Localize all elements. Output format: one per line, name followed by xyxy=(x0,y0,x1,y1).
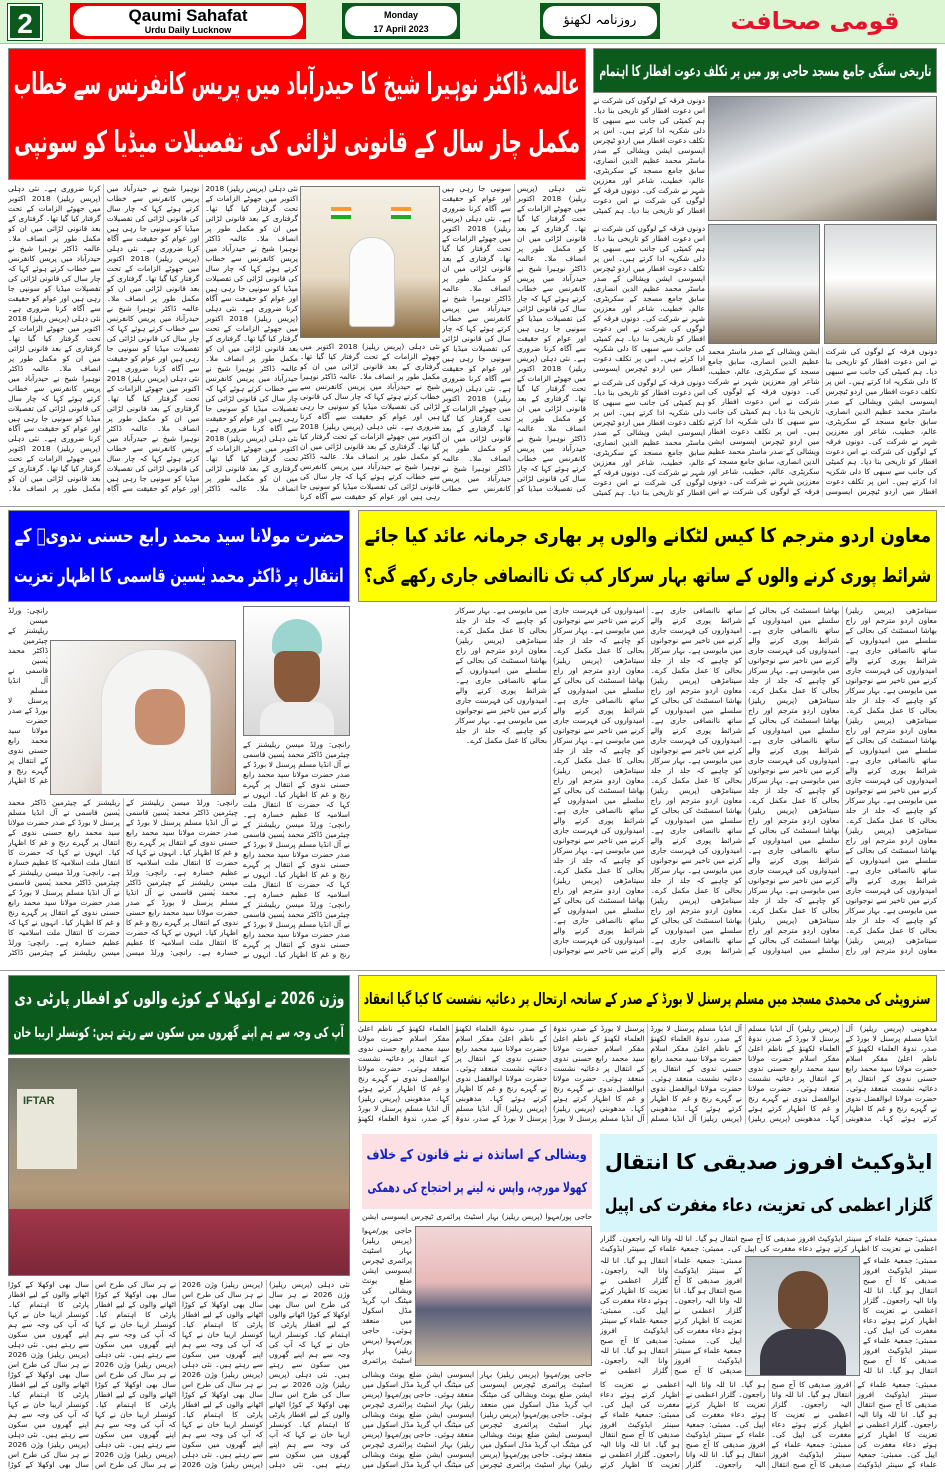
headline-nowhera xyxy=(8,48,586,180)
headline-iftar-hajipur xyxy=(593,48,937,93)
article-body: دونوں فرقہ کے لوگوں کی شرکت نے اس دعوت افطار کو تاریخی بنا دیا۔ ہم کمیٹی کی جانب سے سبھی کا دلی شکریہ ادا کرتے ہیں۔ اس پر تکلف دعوت افطار میں اردو ٹیچرس ایسوسی ایشن ویشالی کے صدر ماسٹر محمد عظیم الدین انصاری، سابق جامع مسجد کے سکریٹری، عالم، خطیب، شاعر اور معززین شہر نے شرکت کی۔ دونوں فرقہ کے لوگوں کی شرکت نے اس دعوت افطار کو تاریخی بنا دیا۔ ہم کمیٹی کی جانب سے سبھی کا دلی شکریہ ادا کرتے ہیں۔ اس پر تکلف دعوت افطار میں اردو ٹیچرس ایسوسی xyxy=(593,224,705,373)
headline-line1: معاون اردو مترجم کا کیس لٹکانے والوں پر بھاری جرمانہ عائد کیا جائے xyxy=(364,524,931,547)
brand-name: Qaumi Sahafat xyxy=(128,6,248,25)
article-body: نئی دہلی (پریس ریلیز) 2018 اکتوبر میں جھوٹے الزامات کے تحت گرفتار کیا گیا تھا۔ گرفتاری کے بعد قانونی لڑائی میں ان کو مکمل طور پر انصاف ملا۔ عالمہ ڈاکٹر نوہیرا شیخ نے حیدرآباد میں پریس کانفرنس سے خطاب کرتے ہوئے کہا کہ چار سال کی قانونی لڑائی کی تفصیلات میڈیا کو سونپی جا رہی ہیں اور عوام کو حقیقت سے آگاہ کرنا ضروری ہے۔ نئی دہلی (پریس ریلیز) 2018 اکتوبر میں جھوٹے الزامات کے تحت گرفتار کیا گیا تھا۔ گرفتاری کے بعد قانونی لڑائی میں ان کو مکمل طور پر انصاف ملا۔ عالمہ ڈاکٹر نوہیرا شیخ نے حیدرآباد میں پریس کانفرنس سے خطاب کرتے ہوئے کہا کہ چار سال کی قانونی لڑائی کی تفصیلات میڈیا کو سونپی جا رہی ہیں اور عوام کو حقیقت سے آگاہ کرنا xyxy=(300,342,440,501)
article-body: حاجی پور/مہوا (پریس ریلیز) بہار اسٹیٹ پرائمری ٹیچرس ایسوسی ایشن ضلع یونٹ ویشالی کی میٹنگ اپ گریڈ مڈل اسکول میں منعقد ہوئی۔ حاجی پور/مہوا (پریس ریلیز) بہار اسٹیٹ پرائمری ٹیچرس ایسوسی ایشن ضلع یونٹ ویشالی کی میٹنگ اپ گریڈ مڈل اسکول میں منعقد ہوئی۔ حاجی پور/مہوا (پریس ریلیز) بہار اسٹیٹ پرائمری ٹیچرس ایسوسی ایشن ضلع یونٹ ویشالی کی میٹنگ اپ گریڈ مڈل اسکول میں منعقد ہوئی۔ حاجی پور/مہوا (پریس ریلیز) بہار اسٹیٹ پرائمری ٹیچرس ایسوسی ایشن ضلع یونٹ ویشالی کی میٹنگ اپ گریڈ مڈل اسکول میں منعقد ہوئی۔ حاجی پور/مہوا (پریس ریلیز) بہار اسٹیٹ پرائمری ٹیچرس ایسوسی ایشن ضلع یونٹ ویشالی کی میٹنگ اپ گریڈ مڈل اسکول میں xyxy=(362,1370,592,1469)
headline-line1: ایڈوکیٹ افروز صدیقی کا انتقال xyxy=(604,1150,933,1175)
headline-line1: ویشالی کے اساتذہ نے نئے قانون کے خلاف xyxy=(366,1147,588,1163)
article-body: نئی دہلی (پریس ریلیز) 2018 اکتوبر میں جھوٹے الزامات کے تحت گرفتار کیا گیا تھا۔ گرفتاری کے بعد قانونی لڑائی میں ان کو مکمل طور پر انصاف ملا۔ عالمہ ڈاکٹر نوہیرا شیخ نے حیدرآباد میں پریس کانفرنس سے خطاب کرتے ہوئے کہا کہ چار سال کی قانونی لڑائی کی تفصیلات میڈیا کو سونپی جا رہی ہیں اور عوام کو حقیقت سے آگاہ کرنا ضروری ہے۔ نئی دہلی (پریس ریلیز) 2018 اکتوبر میں جھوٹے الزامات کے تحت گرفتار کیا گیا تھا۔ گرفتاری کے بعد قانونی لڑائی میں ان کو مکمل طور پر انصاف ملا۔ عالمہ ڈاکٹر نوہیرا شیخ نے حیدرآباد میں پریس کانفرنس سے خطاب کرتے ہوئے کہا کہ چار سال کی قانونی لڑائی کی تفصیلات میڈیا کو سونپی جا رہی ہیں اور عوام کو حقیقت سے آگاہ کرنا ضروری ہے۔ نئی دہلی (پریس ریلیز) 2018 اکتوبر میں جھوٹے الزامات کے تحت گرفتار کیا گیا تھا۔ گرفتاری کے بعد قانونی لڑائی میں ان کو مکمل طور پر انصاف ملا۔ عالمہ ڈاکٹر نوہیرا شیخ نے حیدرآباد میں پریس کانفرنس سے خطاب کرتے ہوئے کہا کہ چار سال کی قانونی لڑائی کی تفصیلات میڈیا کو سونپی جا رہی ہیں اور عوام کو حقیقت سے آگاہ کرنا ضروری ہے۔ نئی دہلی (پریس ریلیز) 2018 اکتوبر میں جھوٹے الزامات کے تحت گرفتار کیا گیا تھا۔ گرفتاری کے بعد قانونی لڑائی میں ان کو مکمل طور پر انصاف ملا۔ عالمہ ڈاکٹر نوہیرا شیخ نے حیدرآباد میں پریس کانفرنس سے خطاب کرتے ہوئے کہا کہ چار سال کی قانونی لڑائی کی تفصیلات میڈیا کو سونپی جا رہی ہیں اور عوام کو حقیقت سے آگاہ کرنا ضروری ہے۔ نئی دہلی (پریس ریلیز) 2018 اکتوبر میں جھوٹے الزامات کے تحت گرفتار کیا گیا تھا۔ گرفتاری کے بعد قانونی لڑائی میں ان کو مکمل طور پر انصاف ملا۔ عالمہ ڈاکٹر نوہیرا شیخ نے حیدرآباد میں پریس کانفرنس سے خطاب کرتے ہوئے کہا کہ چار سال کی قانونی لڑائی کی تفصیلات میڈیا کو سونپی جا رہی ہیں اور عوام کو حقیقت سے آگاہ کرنا ضروری ہے۔ نئی دہلی (پریس ریلیز) 2018 اکتوبر میں جھوٹے الزامات کے تحت گرفتار کیا گیا تھا۔ گرفتاری کے بعد قانونی لڑائی میں ان کو مکمل طور پر انصاف ملا۔ عالمہ ڈاکٹر نوہیرا شیخ نے حیدرآباد میں پریس کانفرنس سے خطاب کرتے ہوئے کہا کہ چار سال کی قانونی لڑائی کی تفصیلات میڈیا کو سونپی جا رہی ہیں اور عوام کو حقیقت سے آگاہ کرنا ضروری ہے۔ نئی دہلی (پریس ریلیز) 2018 اکتوبر میں جھوٹے الزامات کے تحت گرفتار کیا گیا تھا۔ گرفتاری کے بعد قانونی لڑائی میں ان کو مکمل طور پر انصاف ملا۔ عالمہ ڈاکٹر نوہیرا شیخ نے حیدرآباد میں پریس کانفرنس سے خطاب کرتے ہوئے کہا کہ چار سال کی قانونی لڑائی کی تفصیلات میڈیا کو سونپی جا رہی ہیں اور عوام کو حقیقت سے آگاہ کرنا ضروری ہے۔ نئی دہلی (پریس ریلیز) 2018 اکتوبر میں جھوٹے الزامات کے تحت گرفتار کیا گیا تھا۔ گرفتاری کے بعد قانونی لڑائی میں ان کو مکمل طور پر انصاف ملا۔ xyxy=(8,184,298,493)
photo-maulana-rabey-hasani xyxy=(50,640,236,795)
page-number: 2 xyxy=(8,4,42,40)
masthead xyxy=(0,0,945,44)
photo-afroz-siddiqui xyxy=(745,1256,860,1376)
divider xyxy=(0,506,945,507)
roznama-box xyxy=(540,3,660,39)
headline-line2: گلزار اعظمی کی تعزیت، دعاء مغفرت کی اپیل xyxy=(604,1194,933,1216)
photo-iftar-party-okhla xyxy=(8,1058,350,1276)
roznama-label: روزنامہ لکھنؤ xyxy=(543,6,657,36)
headline-urdu-translator xyxy=(358,510,937,602)
headline-rabey-condolence xyxy=(8,510,350,602)
headline-line2: شرائط پوری کرنے والوں کے ساتھ بہار سرکار کب تک ناانصافی جاری رکھے گی؟ xyxy=(363,564,932,587)
headline-vision-2026 xyxy=(8,975,350,1055)
date: 17 April 2023 xyxy=(373,24,429,34)
headline-afroz-siddiqui xyxy=(600,1134,937,1232)
headline-line2: آپ کی وجہ سے ہم اپنے گھروں میں سکون سے رہتے ہیں: کونسلر اریبا خان xyxy=(13,1025,345,1042)
article-body: رانچی: ورلڈ میسن ریلیشنز کے چیئرمین ڈاکٹر محمد یٰسین قاسمی نے آل انڈیا مسلم پرسنل لا بورڈ کے صدر حضرت مولانا سید محمد رابع حسنی ندوی کے انتقال پر گہرے رنج و غم کا اظہار کیا۔ انہوں نے کہا کہ حضرت کا انتقال ملت اسلامیہ کا عظیم خسارہ ہے۔ رانچی: ورلڈ میسن ریلیشنز کے چیئرمین ڈاکٹر محمد یٰسین قاسمی نے آل انڈیا مسلم پرسنل لا بورڈ کے صدر حضرت مولانا سید محمد رابع حسنی ندوی کے انتقال پر گہرے رنج و غم کا اظہار کیا۔ انہوں نے کہا کہ حضرت کا انتقال ملت اسلامیہ کا عظیم خسارہ ہے۔ رانچی: ورلڈ میسن ریلیشنز کے چیئرمین ڈاکٹر محمد یٰسین قاسمی نے آل انڈیا مسلم پرسنل لا بورڈ کے صدر حضرت مولانا سید محمد رابع حسنی ندوی کے انتقال پر گہرے رنج و غم کا اظہار کیا۔ انہوں نے کہا کہ حضرت کا انتقال ملت اسلامیہ کا عظیم خسارہ ہے۔ رانچی: ورلڈ میسن ریلیشنز کے چیئرمین ڈاکٹر محمد یٰسین قاسمی نے آل انڈیا مسلم پرسنل لا بورڈ کے صدر حضرت مولانا سید محمد رابع حسنی ندوی کے انتقال پر گہرے رنج و غم کا اظہار کیا۔ انہوں نے کہا کہ حضرت کا انتقال ملت اسلامیہ کا عظیم خسارہ ہے۔ رانچی: ورلڈ میسن ریلیشنز کے چیئرمین ڈاکٹر xyxy=(8,798,238,957)
article-body: ممبئی: جمعیۃ علماء کے سینئر ایڈوکیٹ افروز صدیقی کا آج صبح انتقال ہو گیا۔ انا للہ وانا الیہ راجعون۔ گلزار اعظمی نے تعزیت کا اظہار کرتے ہوئے دعاء مغفرت کی اپیل کی۔ ممبئی: جمعیۃ علماء کے سینئر ایڈوکیٹ xyxy=(600,1234,937,1253)
headline-vaishali-teachers xyxy=(362,1134,592,1209)
headline-line2: مکمل چار سال کے قانونی لڑائی کی تفصیلات میڈیا کو سونپی xyxy=(14,125,580,160)
article-body: نئی دہلی (پریس ریلیز) 2018 اکتوبر میں جھوٹے الزامات کے تحت گرفتار کیا گیا تھا۔ گرفتاری کے بعد قانونی لڑائی میں ان کو مکمل طور پر انصاف ملا۔ عالمہ ڈاکٹر نوہیرا شیخ نے حیدرآباد میں پریس کانفرنس سے خطاب کرتے ہوئے کہا کہ چار سال کی قانونی لڑائی کی تفصیلات میڈیا کو سونپی جا رہی ہیں اور عوام کو حقیقت سے آگاہ کرنا ضروری ہے۔ نئی دہلی (پریس ریلیز) 2018 اکتوبر میں جھوٹے الزامات کے تحت گرفتار کیا گیا تھا۔ گرفتاری کے بعد قانونی لڑائی میں ان کو مکمل طور پر انصاف ملا۔ عالمہ ڈاکٹر نوہیرا شیخ نے حیدرآباد میں پریس کانفرنس سے خطاب کرتے ہوئے کہا کہ چار سال کی قانونی لڑائی کی تفصیلات میڈیا کو سونپی جا رہی ہیں اور عوام کو حقیقت سے آگاہ کرنا ضروری ہے۔ نئی دہلی (پریس ریلیز) 2018 اکتوبر میں جھوٹے الزامات کے تحت گرفتار کیا گیا تھا۔ گرفتاری کے بعد قانونی لڑائی میں ان کو مکمل طور پر انصاف ملا۔ عالمہ ڈاکٹر نوہیرا شیخ نے حیدرآباد میں پریس کانفرنس سے خطاب کرتے ہوئے کہا کہ چار سال کی قانونی لڑائی کی تفصیلات میڈیا کو سونپی جا رہی ہیں اور عوام کو حقیقت سے آگاہ کرنا ضروری ہے۔ نئی دہلی (پریس ریلیز) 2018 اکتوبر میں جھوٹے الزامات کے تحت گرفتار کیا گیا تھا۔ گرفتاری کے بعد قانونی لڑائی میں ان کو مکمل طور پر انصاف ملا۔ عالمہ ڈاکٹر نوہیرا شیخ نے حیدرآباد میں پریس کانفرنس سے خطاب xyxy=(442,184,586,493)
day: Monday xyxy=(383,10,418,20)
headline-line1: حضرت مولانا سید محمد رابع حسنی ندویؒ کے xyxy=(14,525,344,547)
headline-text: ستروپٹی کی محمدی مسجد میں مسلم پرسنل لا بورڈ کے صدر کے سانحہ ارتحال پر دعائیہ نشست کا کیا گیا انعقاد xyxy=(364,989,931,1008)
photo-iftar-3 xyxy=(824,224,937,344)
article-body: رانچی: ورلڈ میسن ریلیشنز کے چیئرمین ڈاکٹر محمد یٰسین قاسمی نے آل انڈیا مسلم پرسنل لا بورڈ کے صدر حضرت مولانا سید محمد رابع حسنی ندوی کے انتقال پر گہرے رنج و غم کا اظہار xyxy=(8,606,48,785)
headline-line2: کھولا مورچہ، واپس نہ لینے پر احتجاج کی دھمکی xyxy=(367,1180,587,1196)
photo-iftar-2 xyxy=(708,224,820,344)
article-body: حاجی پور/مہوا (پریس ریلیز) بہار اسٹیٹ پرائمری ٹیچرس ایسوسی ایشن xyxy=(362,1212,592,1221)
article-body: مدھوبنی (پریس ریلیز) آل انڈیا مسلم پرسنل لا بورڈ کے صدر، ندوۃ العلماء لکھنؤ کے ناظم اعلیٰ مفکر اسلام حضرت مولانا سید محمد رابع حسنی ندوی کے انتقال پر دعائیہ نشست منعقد ہوئی۔ حضرت مولانا ابوالفضل ندوی نے گہرے رنج و غم کا اظہار کرتے ہوئے کہا۔ مدھوبنی (پریس ریلیز) آل انڈیا مسلم پرسنل لا بورڈ کے صدر، ندوۃ العلماء لکھنؤ کے ناظم اعلیٰ مفکر اسلام حضرت مولانا سید محمد رابع حسنی ندوی کے انتقال پر دعائیہ نشست منعقد ہوئی۔ حضرت مولانا ابوالفضل ندوی نے گہرے رنج و غم کا اظہار کرتے ہوئے کہا۔ مدھوبنی (پریس ریلیز) آل انڈیا مسلم پرسنل لا بورڈ کے صدر، ندوۃ العلماء لکھنؤ کے ناظم اعلیٰ مفکر اسلام حضرت مولانا سید محمد رابع حسنی ندوی کے انتقال پر دعائیہ نشست منعقد ہوئی۔ حضرت مولانا ابوالفضل ندوی نے گہرے رنج و غم کا اظہار کرتے ہوئے کہا۔ مدھوبنی (پریس ریلیز) آل انڈیا مسلم پرسنل لا بورڈ کے صدر، ندوۃ العلماء لکھنؤ کے ناظم اعلیٰ مفکر اسلام حضرت مولانا سید محمد رابع حسنی ندوی کے انتقال پر دعائیہ نشست منعقد ہوئی۔ حضرت مولانا ابوالفضل ندوی نے گہرے رنج و غم کا اظہار کرتے ہوئے کہا۔ مدھوبنی (پریس ریلیز) آل انڈیا مسلم پرسنل لا بورڈ کے صدر، ندوۃ العلماء لکھنؤ کے ناظم اعلیٰ مفکر اسلام حضرت مولانا سید محمد رابع حسنی ندوی کے انتقال پر دعائیہ نشست منعقد ہوئی۔ حضرت مولانا ابوالفضل ندوی نے گہرے رنج و غم کا اظہار کرتے ہوئے کہا۔ مدھوبنی (پریس ریلیز) آل انڈیا مسلم پرسنل لا بورڈ کے صدر، ندوۃ العلماء لکھنؤ کے ناظم اعلیٰ مفکر اسلام حضرت مولانا سید محمد رابع حسنی ندوی کے انتقال پر دعائیہ نشست منعقد ہوئی۔ حضرت مولانا ابوالفضل ندوی نے گہرے رنج و غم کا اظہار کرتے ہوئے کہا۔ مدھوبنی (پریس ریلیز) آل انڈیا مسلم پرسنل لا بورڈ کے صدر، ندوۃ العلماء لکھنؤ xyxy=(358,1024,937,1123)
article-body: رانچی: ورلڈ میسن ریلیشنز کے چیئرمین ڈاکٹر محمد یٰسین قاسمی نے آل انڈیا مسلم پرسنل لا بورڈ کے صدر حضرت مولانا سید محمد رابع حسنی ندوی کے انتقال پر گہرے رنج و غم کا اظہار کیا۔ انہوں نے کہا کہ حضرت کا انتقال ملت اسلامیہ کا عظیم خسارہ ہے۔ رانچی: ورلڈ میسن ریلیشنز کے چیئرمین ڈاکٹر محمد یٰسین قاسمی نے آل انڈیا مسلم پرسنل لا بورڈ کے صدر حضرت مولانا سید محمد رابع حسنی ندوی کے انتقال پر گہرے رنج و غم کا اظہار کیا۔ انہوں نے کہا کہ حضرت کا انتقال ملت اسلامیہ کا عظیم خسارہ ہے۔ رانچی: ورلڈ میسن ریلیشنز کے چیئرمین ڈاکٹر محمد یٰسین قاسمی نے آل انڈیا مسلم پرسنل لا بورڈ کے صدر حضرت مولانا سید محمد رابع حسنی ندوی کے انتقال پر گہرے رنج و غم کا اظہار کیا۔ انہوں نے xyxy=(243,740,350,959)
article-body: حاجی پور/مہوا (پریس ریلیز) بہار اسٹیٹ پرائمری ٹیچرس ایسوسی ایشن ضلع یونٹ ویشالی کی میٹنگ اپ گریڈ مڈل اسکول میں منعقد ہوئی۔ حاجی پور/مہوا (پریس ریلیز) بہار اسٹیٹ پرائمری xyxy=(362,1226,412,1365)
photo-nowhera-shaikh xyxy=(300,186,440,338)
article-body: نئی دہلی (پریس ریلیز) وژن 2026 نے ہر سال کی طرح اس سال بھی اوکھلا کے کوڑا اٹھانے والوں کے لیے افطار پارٹی کا اہتمام کیا۔ کونسلر اریبا خان نے کہا کہ آپ کی وجہ سے ہم اپنے گھروں میں سکون سے رہتے ہیں۔ نئی دہلی (پریس ریلیز) وژن 2026 نے ہر سال کی طرح اس سال بھی اوکھلا کے کوڑا اٹھانے والوں کے لیے افطار پارٹی کا اہتمام کیا۔ کونسلر اریبا خان نے کہا کہ آپ کی وجہ سے ہم اپنے گھروں میں سکون سے رہتے ہیں۔ نئی دہلی (پریس ریلیز) وژن 2026 نے ہر سال کی طرح اس سال بھی اوکھلا کے کوڑا اٹھانے والوں کے لیے افطار پارٹی کا اہتمام کیا۔ کونسلر اریبا خان نے کہا کہ آپ کی وجہ سے ہم اپنے گھروں میں سکون سے رہتے ہیں۔ نئی دہلی (پریس ریلیز) وژن 2026 نے ہر سال کی طرح اس سال بھی اوکھلا کے کوڑا اٹھانے والوں کے لیے افطار پارٹی کا اہتمام کیا۔ کونسلر اریبا خان نے کہا کہ آپ کی وجہ سے ہم اپنے گھروں میں سکون سے رہتے ہیں۔ نئی دہلی (پریس ریلیز) وژن 2026 نے ہر سال کی طرح اس سال بھی اوکھلا کے کوڑا اٹھانے والوں کے لیے افطار پارٹی کا اہتمام کیا۔ کونسلر اریبا خان نے کہا کہ آپ کی وجہ سے ہم اپنے گھروں میں سکون سے رہتے ہیں۔ نئی دہلی (پریس ریلیز) وژن 2026 نے ہر سال کی طرح اس سال بھی اوکھلا کے کوڑا اٹھانے والوں کے لیے افطار پارٹی کا اہتمام کیا۔ کونسلر اریبا خان نے کہا کہ آپ کی وجہ سے ہم اپنے گھروں میں سکون سے رہتے ہیں۔ نئی دہلی (پریس ریلیز) وژن 2026 نے ہر سال کی طرح اس سال بھی اوکھلا کے کوڑا اٹھانے والوں کے لیے افطار پارٹی کا اہتمام کیا۔ کونسلر اریبا خان نے کہا کہ آپ کی وجہ سے ہم اپنے گھروں میں سکون سے رہتے ہیں۔ نئی دہلی (پریس ریلیز) وژن 2026 نے ہر سال کی طرح اس سال بھی اوکھلا کے کوڑا اٹھانے والوں کے لیے افطار پارٹی کا اہتمام کیا۔ کونسلر اریبا خان نے کہا کہ آپ کی وجہ سے ہم اپنے گھروں میں سکون سے رہتے ہیں۔ نئی دہلی (پریس ریلیز) وژن 2026 نے ہر سال کی طرح اس سال بھی اوکھلا کے کوڑا xyxy=(8,1280,350,1469)
photo-teachers-meeting xyxy=(415,1226,592,1366)
article-body: ممبئی: جمعیۃ علماء کے سینئر ایڈوکیٹ افروز صدیقی کا آج صبح انتقال ہو گیا۔ انا للہ وانا الیہ راجعون۔ گلزار اعظمی نے تعزیت کا اظہار کرتے ہوئے دعاء مغفرت کی اپیل کی۔ ممبئی: جمعیۃ علماء کے سینئر ایڈوکیٹ افروز صدیقی کا آج صبح انتقال ہو گیا۔ انا للہ وانا الیہ راجعون۔ گلزار اعظمی نے تعزیت کا اظہار کرتے ہوئے دعاء مغفرت کی اپیل کی۔ ممبئی: جمعیۃ علماء کے سینئر ایڈوکیٹ افروز صدیقی کا آج صبح انتقال ہو گیا۔ انا للہ وانا الیہ راجعون۔ گلزار اعظمی نے xyxy=(600,1256,742,1375)
headline-line2: انتقال پر ڈاکٹر محمد یٰسین قاسمی کا اظہار تعزیت xyxy=(14,565,344,587)
iftar-banner: IFTAR xyxy=(17,1089,77,1169)
divider xyxy=(0,970,945,971)
logo-urdu: قومی صحافت xyxy=(730,7,900,35)
headline-line1: عالمہ ڈاکٹر نوہیرا شیخ کا حیدرآباد میں پریس کانفرنس سے خطاب xyxy=(13,67,581,102)
article-body: سیتامڑھی (پریس ریلیز) معاون اردو مترجم اور راج بھاشا اسسٹنٹ کی بحالی کے سلسلے میں امیدواروں کے ساتھ ناانصافی جاری ہے۔ شرائط پوری کرنے والے امیدواروں کی فہرست جاری کرنے میں تاخیر سے نوجوانوں میں مایوسی ہے۔ بہار سرکار کو چاہیے کہ جلد از جلد بحالی کا عمل مکمل کرے۔ سیتامڑھی (پریس ریلیز) معاون اردو مترجم اور راج بھاشا اسسٹنٹ کی بحالی کے سلسلے میں امیدواروں کے ساتھ ناانصافی جاری ہے۔ شرائط پوری کرنے والے امیدواروں کی فہرست جاری کرنے میں تاخیر سے نوجوانوں میں مایوسی ہے۔ بہار سرکار کو چاہیے کہ جلد از جلد بحالی کا عمل مکمل کرے۔ سیتامڑھی (پریس ریلیز) معاون اردو مترجم اور راج بھاشا اسسٹنٹ کی بحالی کے سلسلے میں امیدواروں کے ساتھ ناانصافی جاری ہے۔ شرائط پوری کرنے والے امیدواروں کی فہرست جاری کرنے میں تاخیر سے نوجوانوں میں مایوسی ہے۔ بہار سرکار کو چاہیے کہ جلد از جلد بحالی کا عمل مکمل کرے۔ سیتامڑھی (پریس ریلیز) معاون اردو مترجم اور راج بھاشا اسسٹنٹ کی بحالی کے سلسلے میں امیدواروں کے ساتھ ناانصافی جاری ہے۔ شرائط پوری کرنے والے امیدواروں کی فہرست جاری کرنے میں تاخیر سے نوجوانوں میں مایوسی ہے۔ بہار سرکار کو چاہیے کہ جلد از جلد بحالی کا عمل مکمل کرے۔ سیتامڑھی (پریس ریلیز) معاون اردو مترجم اور راج بھاشا اسسٹنٹ کی بحالی کے سلسلے میں امیدواروں کے ساتھ ناانصافی جاری ہے۔ شرائط پوری کرنے والے امیدواروں کی فہرست جاری کرنے میں تاخیر سے نوجوانوں میں مایوسی ہے۔ بہار سرکار کو چاہیے کہ جلد از جلد بحالی کا عمل مکمل کرے۔ سیتامڑھی (پریس ریلیز) معاون اردو مترجم اور راج بھاشا اسسٹنٹ کی بحالی کے سلسلے میں امیدواروں کے ساتھ ناانصافی جاری ہے۔ شرائط پوری کرنے والے امیدواروں کی فہرست جاری کرنے میں تاخیر سے نوجوانوں میں مایوسی ہے۔ بہار سرکار کو چاہیے کہ جلد از جلد بحالی کا عمل مکمل کرے۔ سیتامڑھی (پریس ریلیز) معاون اردو مترجم اور راج بھاشا اسسٹنٹ کی بحالی کے سلسلے میں امیدواروں کے ساتھ ناانصافی جاری ہے۔ شرائط پوری کرنے والے امیدواروں کی فہرست جاری کرنے میں تاخیر سے نوجوانوں میں مایوسی ہے۔ بہار سرکار کو چاہیے کہ جلد از جلد بحالی کا عمل مکمل کرے۔ سیتامڑھی (پریس ریلیز) معاون اردو مترجم اور راج بھاشا اسسٹنٹ کی بحالی کے سلسلے میں امیدواروں کے ساتھ ناانصافی جاری ہے۔ شرائط پوری کرنے والے امیدواروں کی فہرست جاری کرنے میں تاخیر سے نوجوانوں میں مایوسی ہے۔ بہار سرکار کو چاہیے کہ جلد از جلد بحالی کا عمل مکمل کرے۔ سیتامڑھی (پریس ریلیز) معاون اردو مترجم اور راج بھاشا اسسٹنٹ کی بحالی کے سلسلے میں امیدواروں کے ساتھ ناانصافی جاری ہے۔ شرائط پوری کرنے والے امیدواروں کی فہرست جاری کرنے میں تاخیر سے نوجوانوں میں مایوسی ہے۔ بہار سرکار کو چاہیے کہ جلد از جلد بحالی کا عمل مکمل کرے۔ سیتامڑھی (پریس ریلیز) معاون اردو مترجم اور راج بھاشا اسسٹنٹ کی بحالی کے سلسلے میں امیدواروں کے ساتھ ناانصافی جاری ہے۔ شرائط پوری کرنے والے امیدواروں کی فہرست جاری کرنے میں تاخیر سے نوجوانوں میں مایوسی ہے۔ بہار سرکار کو چاہیے کہ جلد از جلد بحالی کا عمل مکمل کرے۔ سیتامڑھی (پریس ریلیز) معاون اردو مترجم اور راج بھاشا اسسٹنٹ کی بحالی کے سلسلے میں امیدواروں کے ساتھ ناانصافی جاری ہے۔ شرائط پوری کرنے والے امیدواروں کی فہرست جاری کرنے میں تاخیر سے نوجوانوں میں مایوسی ہے۔ بہار سرکار کو چاہیے کہ جلد از جلد بحالی کا عمل مکمل کرے۔ سیتامڑھی (پریس ریلیز) معاون اردو مترجم اور راج بھاشا اسسٹنٹ کی بحالی کے سلسلے میں امیدواروں کے ساتھ ناانصافی جاری ہے۔ شرائط پوری کرنے والے امیدواروں کی فہرست جاری کرنے میں تاخیر سے نوجوانوں میں مایوسی ہے۔ بہار سرکار کو چاہیے کہ جلد از جلد بحالی کا عمل مکمل کرے۔ سیتامڑھی (پریس ریلیز) معاون اردو مترجم اور راج بھاشا اسسٹنٹ کی بحالی کے سلسلے میں امیدواروں کے ساتھ ناانصافی جاری ہے۔ شرائط پوری کرنے والے امیدواروں کی فہرست جاری کرنے میں تاخیر سے نوجوانوں میں مایوسی ہے۔ بہار سرکار کو چاہیے کہ جلد از جلد بحالی کا عمل مکمل کرے۔ سیتامڑھی (پریس ریلیز) معاون اردو مترجم اور راج بھاشا اسسٹنٹ کی بحالی کے سلسلے میں امیدواروں کے ساتھ ناانصافی جاری ہے۔ شرائط پوری کرنے والے امیدواروں کی فہرست جاری کرنے میں تاخیر سے نوجوانوں میں مایوسی ہے۔ بہار سرکار کو چاہیے کہ جلد از جلد بحالی کا عمل مکمل کرے۔ xyxy=(455,606,937,955)
headline-text: تاریخی سنگی جامع مسجد حاجی پور میں پر تکلف دعوت افطار کا اہتمام xyxy=(598,61,931,80)
headline-sitapur-prayer-meet xyxy=(358,975,937,1022)
article-body: دونوں فرقہ کے لوگوں کی شرکت نے اس دعوت افطار کو تاریخی بنا دیا۔ ہم کمیٹی کی جانب سے سبھی کا دلی شکریہ ادا کرتے ہیں۔ اس پر تکلف دعوت افطار میں اردو ٹیچرس ایسوسی ایشن ویشالی کے صدر ماسٹر محمد عظیم الدین انصاری، سابق جامع مسجد کے سکریٹری، عالم، خطیب، شاعر اور معززین شہر نے شرکت کی۔ دونوں فرقہ کے لوگوں کی شرکت نے اس دعوت افطار کو تاریخی بنا دیا۔ ہم کمیٹی xyxy=(593,378,705,497)
photo-dr-yaseen-qasmi xyxy=(243,606,350,736)
brand-sub: Urdu Daily Lucknow xyxy=(144,25,232,35)
article-body: ممبئی: جمعیۃ علماء کے سینئر ایڈوکیٹ افروز صدیقی کا آج صبح انتقال ہو گیا۔ انا للہ وانا الیہ راجعون۔ گلزار اعظمی نے تعزیت کا اظہار کرتے ہوئے دعاء مغفرت کی اپیل کی۔ ممبئی: جمعیۃ علماء کے سینئر ایڈوکیٹ افروز صدیقی کا آج صبح انتقال ہو گیا۔ انا للہ xyxy=(863,1256,937,1375)
article-body: دونوں فرقہ کے لوگوں کی شرکت نے اس دعوت افطار کو تاریخی بنا دیا۔ ہم کمیٹی کی جانب سے سبھی کا دلی شکریہ ادا کرتے ہیں۔ اس پر تکلف دعوت افطار میں اردو ٹیچرس ایسوسی ایشن ویشالی کے صدر ماسٹر محمد عظیم الدین انصاری، سابق جامع مسجد کے سکریٹری، عالم، خطیب، شاعر اور معززین شہر نے شرکت کی۔ دونوں فرقہ کے لوگوں کی شرکت نے اس دعوت افطار کو تاریخی بنا دیا۔ ہم کمیٹی کی جانب سے سبھی کا دلی شکریہ ادا کرتے ہیں۔ اس پر تکلف دعوت افطار میں اردو ٹیچرس ایسوسی ایشن ویشالی کے صدر ماسٹر محمد عظیم الدین انصاری، سابق جامع مسجد کے سکریٹری، عالم، خطیب، شاعر اور معززین شہر نے شرکت کی۔ دونوں فرقہ کے لوگوں کی شرکت نے اس دعوت افطار کو تاریخی بنا دیا۔ ہم کمیٹی کی جانب سے سبھی کا دلی شکریہ ادا کرتے ہیں۔ اس پر تکلف دعوت افطار میں اردو ٹیچرس ایسوسی ایشن ویشالی کے صدر ماسٹر محمد عظیم الدین انصاری، سابق جامع مسجد کے سکریٹری، عالم، خطیب، شاعر اور معززین شہر نے شرکت کی۔ دونوں فرقہ کے لوگوں کی شرکت نے اس xyxy=(708,347,937,496)
headline-line1: وژن 2026 نے اوکھلا کے کوڑے والوں کو افطار پارٹی دی xyxy=(14,988,344,1009)
brand-box xyxy=(70,3,306,39)
photo-iftar-mosque xyxy=(708,96,937,221)
date-box xyxy=(342,3,460,39)
article-body: دونوں فرقہ کے لوگوں کی شرکت نے اس دعوت افطار کو تاریخی بنا دیا۔ ہم کمیٹی کی جانب سے سبھی کا دلی شکریہ ادا کرتے ہیں۔ اس پر تکلف دعوت افطار میں اردو ٹیچرس ایسوسی ایشن ویشالی کے صدر ماسٹر محمد عظیم الدین انصاری، سابق جامع مسجد کے سکریٹری، عالم، خطیب، شاعر اور معززین شہر نے شرکت کی۔ دونوں فرقہ کے لوگوں کی شرکت نے اس دعوت افطار کو تاریخی بنا دیا۔ ہم کمیٹی xyxy=(593,96,705,215)
article-body: ممبئی: جمعیۃ علماء کے سینئر ایڈوکیٹ افروز صدیقی کا آج صبح انتقال ہو گیا۔ انا للہ وانا الیہ راجعون۔ گلزار اعظمی نے تعزیت کا اظہار کرتے ہوئے دعاء مغفرت کی اپیل کی۔ ممبئی: جمعیۃ علماء کے سینئر ایڈوکیٹ افروز صدیقی کا آج صبح انتقال ہو گیا۔ انا للہ وانا الیہ راجعون۔ گلزار اعظمی نے تعزیت کا اظہار کرتے ہوئے دعاء مغفرت کی اپیل کی۔ ممبئی: جمعیۃ علماء کے سینئر ایڈوکیٹ افروز صدیقی کا آج صبح انتقال ہو گیا۔ انا للہ وانا الیہ راجعون۔ گلزار اعظمی نے تعزیت کا اظہار کرتے ہوئے دعاء مغفرت کی اپیل کی۔ ممبئی: جمعیۃ علماء کے سینئر ایڈوکیٹ افروز صدیقی کا آج صبح انتقال ہو گیا۔ انا للہ وانا الیہ راجعون۔ گلزار اعظمی نے تعزیت کا اظہار کرتے ہوئے دعاء مغفرت کی اپیل کی۔ ممبئی: جمعیۃ علماء کے سینئر ایڈوکیٹ افروز صدیقی کا آج صبح انتقال ہو گیا۔ انا للہ وانا الیہ راجعون۔ گلزار اعظمی نے تعزیت کا اظہار کرتے xyxy=(600,1380,937,1469)
